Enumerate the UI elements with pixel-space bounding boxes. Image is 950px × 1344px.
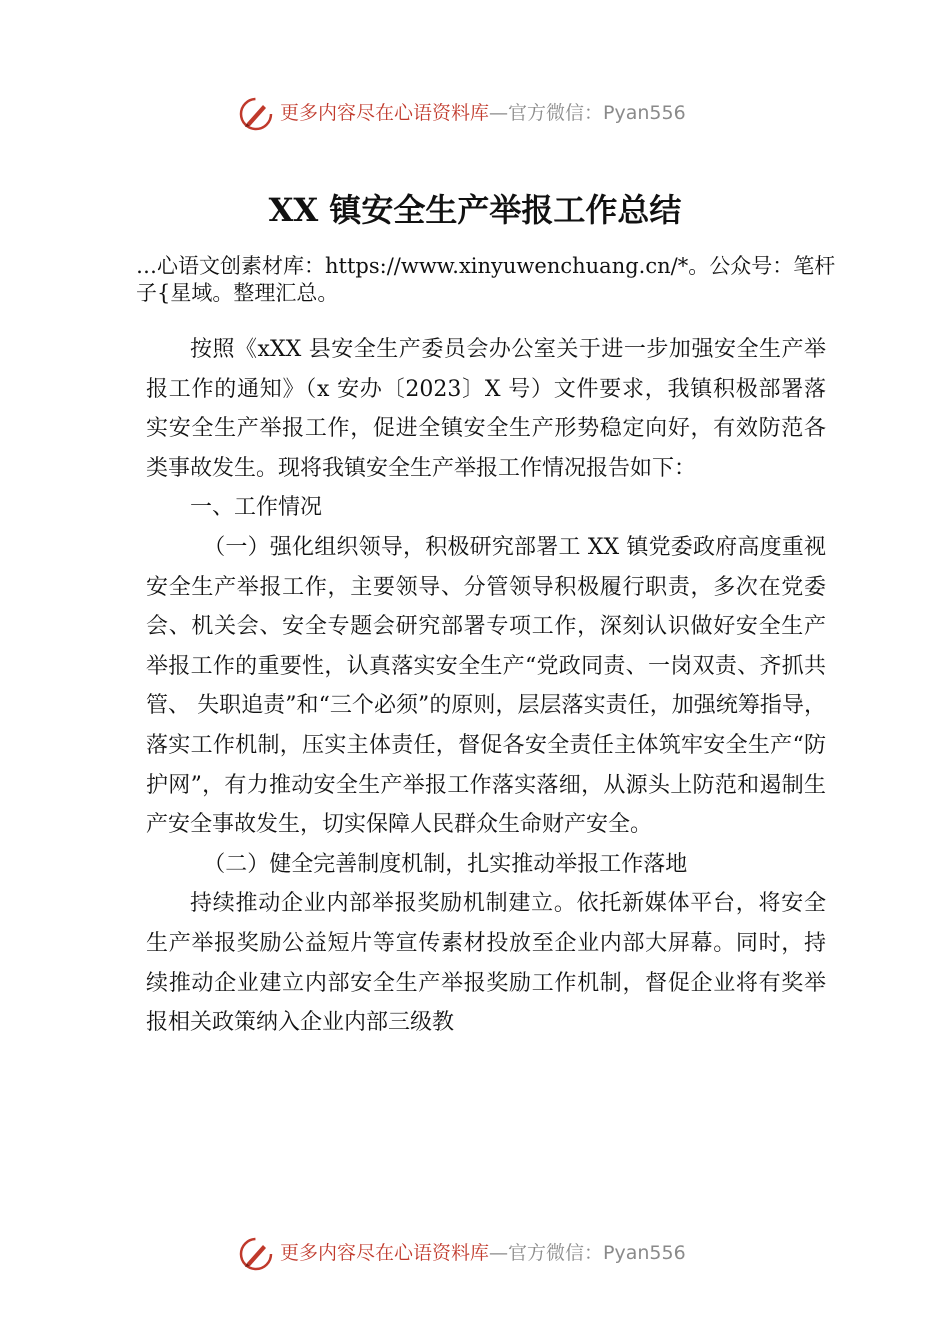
banner-separator: — xyxy=(489,102,509,124)
document-title: XX 镇安全生产举报工作总结 xyxy=(268,191,682,229)
banner-promo: 更多内容尽在心语资料库 xyxy=(280,1242,490,1264)
document-body xyxy=(146,330,826,1043)
section-heading: 一、工作情况 xyxy=(190,495,323,521)
subsection-heading: （二）健全完善制度机制，扎实推动举报工作落地 xyxy=(203,851,688,877)
banner-text xyxy=(280,100,686,126)
source-line: …心语文创素材库：https://www.xinyuwenchuang.cn/*。公众号：笔杆子{星域。整理汇总。 xyxy=(136,254,836,305)
pen-logo-icon xyxy=(238,96,274,132)
paragraph-section-2: 持续推动企业内部举报奖励机制建立。依托新媒体平台，将安全生产举报奖励公益短片等宣传素材投放至企业内部大屏幕。同时，持续推动企业建立内部安全生产举报奖励工作机制，督促企业将有奖举报相关政策纳入企业内部三级教 xyxy=(146,891,826,1036)
banner-wechat-label: 官方微信： xyxy=(508,102,604,124)
banner-separator: — xyxy=(489,1242,509,1264)
banner-wechat-id: Pyan556 xyxy=(603,102,686,124)
paragraph-section-1: （一）强化组织领导，积极研究部署工 XX 镇党委政府高度重视安全生产举报工作，主要领导、分管领导积极履行职责，多次在党委会、机关会、安全专题会研究部署专项工作，深刻认识做好安全生产举报工作的重要性，认真落实安全生产“党政同责、一岗双责、齐抓共管、 失职追责”和“三个必须”的原则，层层落实责任，加强统筹指导，落实工作机制，压实主体责任，督促各安全责任主体筑牢安全生产“防护网”，有力推动安全生产举报工作落实落细，从源头上防范和遏制生产安全事故发生，切实保障人民群众生命财产安全。 xyxy=(146,534,826,838)
footer-banner xyxy=(0,1232,950,1276)
pen-logo-icon xyxy=(238,1236,274,1272)
banner-promo: 更多内容尽在心语资料库 xyxy=(280,102,490,124)
banner-text xyxy=(280,1240,686,1266)
paragraph-intro: 按照《xXX 县安全生产委员会办公室关于进一步加强安全生产举报工作的通知》（x 安办〔2023〕X 号）文件要求，我镇积极部署落实安全生产举报工作，促进全镇安全生产形势稳定向好，有效防范各类事故发生。现将我镇安全生产举报工作情况报告如下： xyxy=(146,337,826,481)
header-banner xyxy=(0,92,950,136)
banner-wechat-id: Pyan556 xyxy=(603,1242,686,1264)
banner-wechat-label: 官方微信： xyxy=(508,1242,604,1264)
